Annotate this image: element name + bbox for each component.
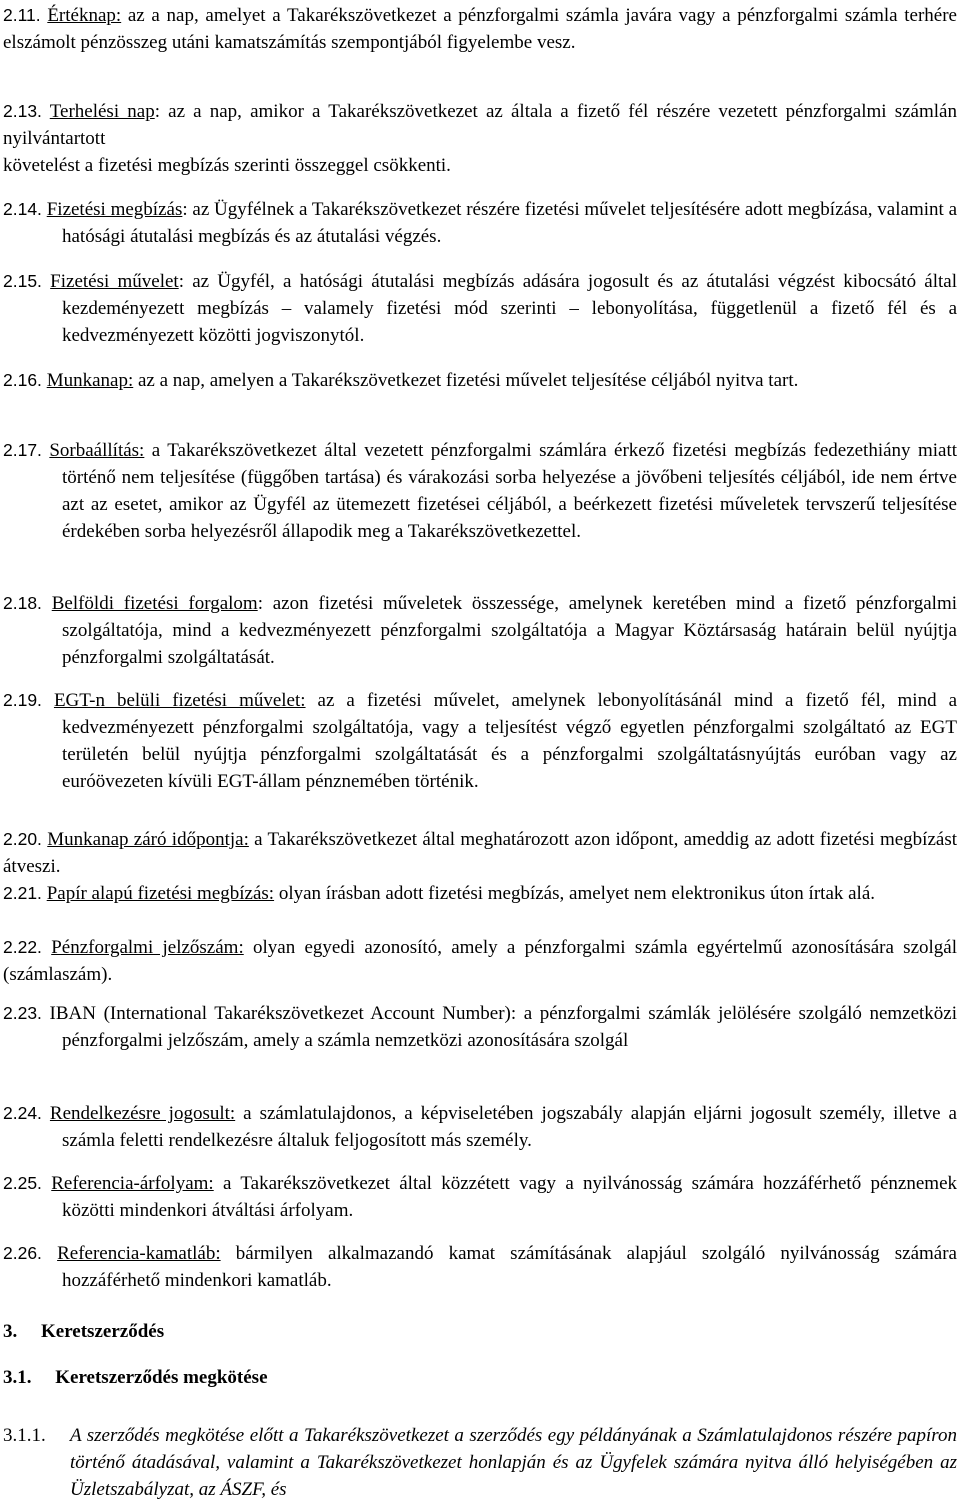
- item-number: 2.11.: [3, 5, 41, 25]
- definition-2-21: [3, 880, 957, 907]
- definition-2-15: [3, 268, 957, 349]
- item-number: 2.13.: [3, 101, 42, 121]
- definition-text: : azon fizetési műveletek összessége, amelynek keretében mind a fizető pénzforgalmi szolgáltatója, mind a kedvezményezett pénzforgalmi szolgáltatója a Magyar Köztársaság határain belül nyújtja pénzforgalmi szolgáltatását.: [62, 593, 957, 668]
- definition-text: IBAN (International Takarékszövetkezet Account Number): a pénzforgalmi számlák jelölésére szolgáló nemzetközi pénzforgalmi jelzőszám, amely a számla nemzetközi azonosítására szolgál: [49, 1003, 958, 1051]
- defined-term: Pénzforgalmi jelzőszám:: [51, 937, 244, 958]
- definition-text: az a nap, amelyen a Takarékszövetkezet fizetési művelet teljesítése céljából nyitva tart.: [133, 370, 799, 391]
- definition-2-17: [3, 437, 957, 545]
- item-number: 2.20.: [3, 829, 42, 849]
- defined-term: Rendelkezésre jogosult:: [49, 1103, 236, 1124]
- defined-term: Referencia-árfolyam:: [51, 1173, 214, 1194]
- section-heading-3: 3. Keretszerződés: [3, 1321, 165, 1342]
- definition-2-11: [3, 2, 957, 56]
- defined-term: Fizetési művelet: [50, 271, 179, 292]
- defined-term: EGT-n belüli fizetési művelet:: [53, 690, 306, 711]
- item-number: 2.24.: [3, 1103, 42, 1123]
- item-number: 2.19.: [3, 690, 42, 710]
- item-number: 2.22.: [3, 937, 42, 957]
- section-heading-3-1: 3.1. Keretszerződés megkötése: [3, 1367, 268, 1388]
- item-number: 2.14.: [3, 199, 42, 219]
- definition-text: a Takarékszövetkezet által közzétett vagy a nyilvánosság számára hozzáférhető pénznemek közötti mindenkori átváltási árfolyam.: [62, 1173, 958, 1221]
- definition-2-24: [3, 1100, 957, 1154]
- defined-term: Belföldi fizetési forgalom: [51, 593, 258, 614]
- defined-term: Referencia-kamatláb:: [57, 1243, 221, 1264]
- defined-term: Terhelési nap: [49, 101, 155, 122]
- definition-text: : az Ügyfél, a hatósági átutalási megbízás adására jogosult és az átutalási végzést kibocsátó által kezdeményezett megbízás – valamely fizetési mód szerinti – lebonyolítása, függetlenül a fizető fél és a kedvezményezett közötti jogviszonytól.: [62, 271, 957, 346]
- defined-term: Sorbaállítás:: [49, 440, 145, 461]
- item-number: 2.16.: [3, 370, 42, 390]
- item-number: 2.15.: [3, 271, 42, 291]
- definition-2-19: [3, 687, 957, 795]
- item-number: 2.21.: [3, 883, 42, 903]
- definition-text: az a fizetési művelet, amelynek lebonyolításánál mind a fizető fél, mind a kedvezményezett pénzforgalmi szolgáltatója, vagy a teljesítést végző egyetlen pénzforgalmi szolgáltató az EGT területén belül nyújtja pénzforgalmi szolgáltatását és a pénzforgalmi szolgáltatásnyújtás euróban vagy az euróövezeten kívüli EGT-állam pénznemében történik.: [62, 690, 957, 792]
- item-number: 2.17.: [3, 440, 42, 460]
- definition-text: a számlatulajdonos, a képviseletében jogszabály alapján eljárni jogosult személy, illetve a számla feletti rendelkezésre általuk feljogosított más személy.: [62, 1103, 957, 1151]
- defined-term: Munkanap:: [46, 370, 134, 391]
- definition-text: a Takarékszövetkezet által meghatározott azon időpont, ameddig az adott fizetési megbízást átveszi.: [3, 829, 957, 877]
- definition-text: : az a nap, amikor a Takarékszövetkezet az általa a fizető fél részére vezetett pénzforgalmi számlán nyilvántartott: [3, 101, 957, 149]
- defined-term: Papír alapú fizetési megbízás:: [46, 883, 275, 904]
- definition-2-20: [3, 826, 957, 880]
- definition-text: : az Ügyfélnek a Takarékszövetkezet részére fizetési művelet teljesítésére adott megbízása, valamint a hatósági átutalási megbízás és az átutalási végzés.: [62, 199, 957, 247]
- definition-text: a Takarékszövetkezet által vezetett pénzforgalmi számlára érkező fizetési megbízás fedezethiány miatt történő nem teljesítése (függőben tartása) és várakozási sorba helyezése a jövőbeni teljesítés céljából, ide nem értve azt az esetet, amikor az Ügyfél az ütemezett fizetései céljából, a beérkezett fizetési műveletek tervszerű teljesítése érdekében sorba helyezésről állapodik meg a Takarékszövetkezettel.: [62, 440, 958, 542]
- defined-term: Fizetési megbízás: [46, 199, 183, 220]
- defined-term: Értéknap:: [47, 5, 122, 26]
- item-number: 3.1.1.: [3, 1425, 46, 1446]
- definition-2-16: [3, 367, 957, 394]
- item-number: 2.25.: [3, 1173, 42, 1193]
- definition-2-14: [3, 196, 957, 250]
- definition-2-22: [3, 934, 957, 988]
- definition-text: olyan egyedi azonosító, amely a pénzforgalmi számla egyértelmű azonosítására szolgál (számlaszám).: [3, 937, 957, 985]
- paragraph-3-1-1: [3, 1422, 957, 1503]
- item-number: 2.26.: [3, 1243, 42, 1263]
- item-number: 2.23.: [3, 1003, 42, 1023]
- item-number: 2.18.: [3, 593, 42, 613]
- defined-term: Munkanap záró időpontja:: [47, 829, 249, 850]
- paragraph-text: A szerződés megkötése előtt a Takarékszövetkezet a szerződés egy példányának a Számlatulajdonos részére papíron történő átadásával, valamint a Takarékszövetkezet honlapján és az Ügyfelek számára nyitva álló helyiségében az Üzletszabályzat, az ÁSZF, és: [70, 1425, 957, 1500]
- definition-text: olyan írásban adott fizetési megbízás, amelyet nem elektronikus úton írtak alá.: [274, 883, 876, 904]
- definition-2-23: [3, 1000, 957, 1054]
- definition-2-25: [3, 1170, 957, 1224]
- definition-text: az a nap, amelyet a Takarékszövetkezet a pénzforgalmi számla javára vagy a pénzforgalmi számla terhére elszámolt pénzösszeg utáni kamatszámítás szempontjából figyelembe vesz.: [3, 5, 957, 53]
- definition-2-13: [3, 98, 957, 179]
- definition-text-continued: követelést a fizetési megbízás szerinti összeggel csökkenti.: [3, 155, 451, 176]
- definition-text: bármilyen alkalmazandó kamat számításának alapjául szolgáló nyilvánosság számára hozzáférhető mindenkori kamatláb.: [62, 1243, 957, 1291]
- definition-2-18: [3, 590, 957, 671]
- definition-2-26: [3, 1240, 957, 1294]
